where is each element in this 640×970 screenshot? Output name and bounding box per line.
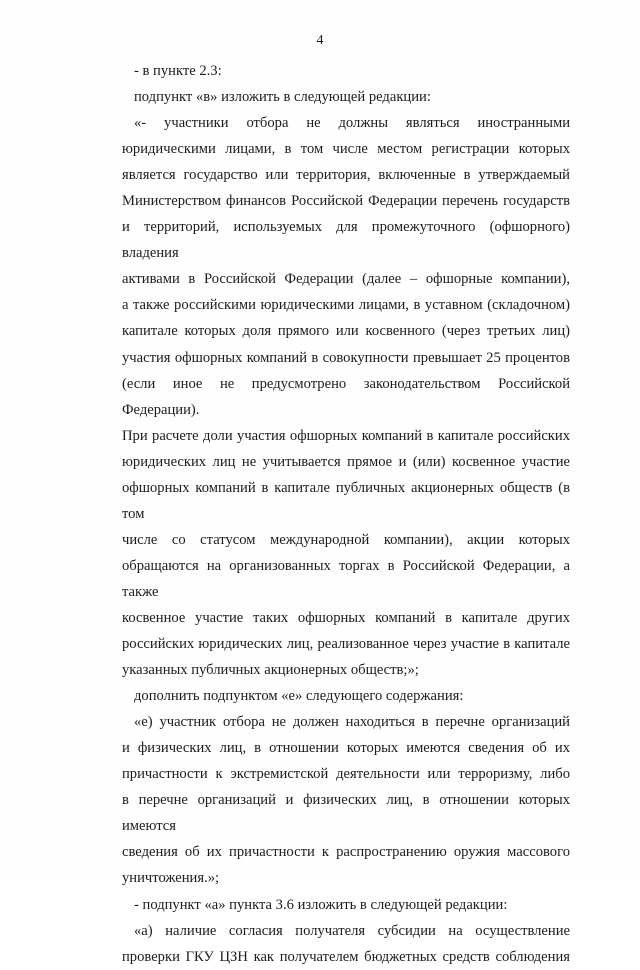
text-line: является государство или территория, включенные в утверждаемый	[122, 167, 570, 184]
text-line: числе со статусом международной компании), акции которых	[122, 531, 570, 548]
page-number: 4	[316, 33, 324, 48]
text-line: участия офшорных компаний в совокупности превышает 25 процентов	[122, 349, 570, 366]
text-line: подпункт «в» изложить в следующей редакции:	[134, 89, 431, 106]
text-line: - в пункте 2.3:	[134, 63, 222, 79]
text-line: Министерством финансов Российской Федерации перечень государств	[122, 193, 570, 210]
text-line: причастности к экстремистской деятельности или терроризму, либо	[122, 766, 570, 783]
text-line: (если иное не предусмотрено законодательством Российской Федерации).	[122, 375, 570, 418]
text-line: уничтожения.»;	[122, 870, 220, 887]
text-line: а также российскими юридическими лицами, в уставном (складочном)	[122, 297, 570, 314]
text-line: активами в Российской Федерации (далее – офшорные компании),	[122, 271, 570, 288]
text-line: обращаются на организованных торгах в Российской Федерации, а также	[122, 557, 570, 600]
text-line: юридических лиц не учитывается прямое и (или) косвенное участие	[122, 453, 570, 470]
text-line: офшорных компаний в капитале публичных акционерных обществ (в том	[122, 479, 570, 522]
text-line: «е) участник отбора не должен находиться в перечне организаций	[134, 714, 570, 731]
document-body	[122, 58, 570, 970]
text-line: дополнить подпунктом «е» следующего содержания:	[134, 688, 464, 705]
text-line: «а) наличие согласия получателя субсидии на осуществление	[134, 922, 570, 939]
text-line: косвенное участие таких офшорных компаний в капитале других	[122, 609, 570, 626]
text-line: указанных публичных акционерных обществ;»;	[122, 662, 419, 679]
text-line: российских юридических лиц, реализованное через участие в капитале	[122, 636, 570, 653]
text-line: юридическими лицами, в том числе местом регистрации которых	[122, 141, 570, 158]
text-line: и физических лиц, в отношении которых имеются сведения об их	[122, 740, 570, 757]
text-line: «- участники отбора не должны являться иностранными	[134, 115, 570, 132]
text-line: в перечне организаций и физических лиц, в отношении которых имеются	[122, 792, 570, 835]
text-line: и территорий, используемых для промежуточного (офшорного) владения	[122, 219, 570, 262]
text-line: капитале которых доля прямого или косвенного (через третьих лиц)	[122, 323, 570, 340]
text-line: - подпункт «а» пункта 3.6 изложить в следующей редакции:	[134, 896, 508, 913]
text-line: проверки ГКУ ЦЗН как получателем бюджетных средств соблюдения	[122, 948, 570, 965]
text-line: сведения об их причастности к распространению оружия массового	[122, 844, 570, 861]
text-line: При расчете доли участия офшорных компаний в капитале российских	[122, 427, 570, 444]
